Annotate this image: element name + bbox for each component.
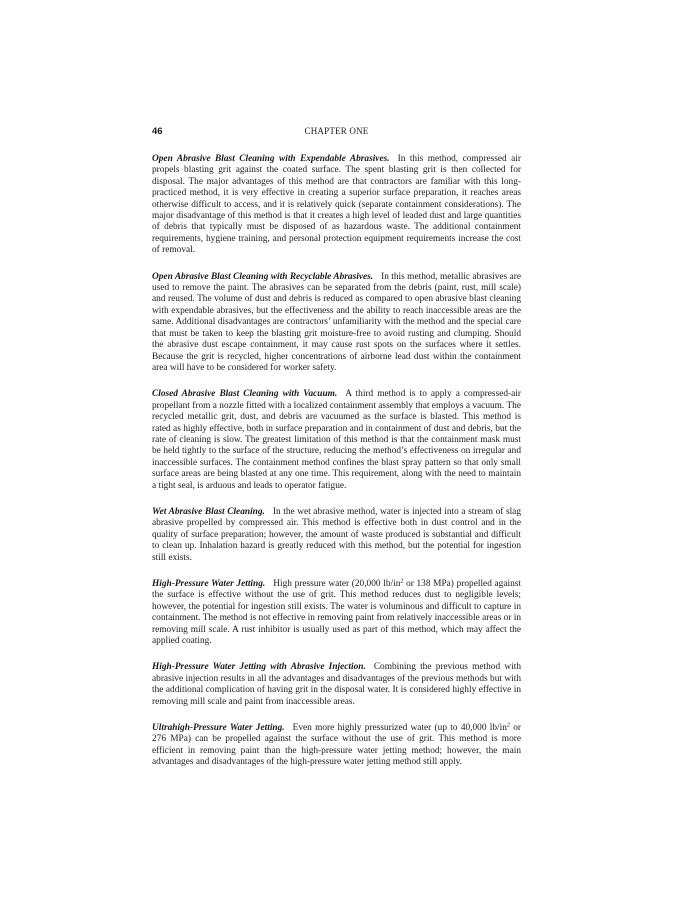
- section-heading: High-Pressure Water Jetting.: [152, 579, 266, 589]
- superscript: 2: [400, 578, 404, 585]
- section-body: A third method is to apply a compressed-air propellant from a nozzle fitted with a localized containment assembly that employs a vacuum. The recycled metallic grit, dust, and debris are vacuumed as the surface is blasted. This method is rated as highly effective, both in surface preparation and in containment of dust and debris, but the rate of cleaning is slow. The greatest limitation of this method is that the containment mask must be held tightly to the surface of the structure, reducing the method’s effectiveness on irregular and inaccessible surfaces. The containment method confines the blast spray pattern so that only small surface areas are being blasted at any one time. This requirement, along with the need to maintain a tight seal, is arduous and leads to operator fatigue.: [152, 389, 521, 491]
- section-body: or 138 MPa) propelled against the surface is effective without the use of grit. This method reduces dust to negligible levels; however, the potential for ingestion still exists. The water is voluminous and difficult to capture in containment. The method is not effective in removing paint from relatively inaccessible areas or in removing mill scale. A rust inhibitor is usually used as part of this method, which may affect the applied coating.: [152, 579, 521, 647]
- section-heading: Open Abrasive Blast Cleaning with Expendable Abrasives.: [152, 154, 390, 164]
- section-heading: Wet Abrasive Blast Cleaning.: [152, 506, 265, 517]
- section-body-lead: Even more highly pressurized water (up to 40,000 lb/in: [292, 723, 507, 734]
- section-body-lead: High pressure water (20,000 lb/in: [273, 579, 401, 589]
- section-ultrahigh-pressure-water: [152, 723, 521, 769]
- section-heading: Open Abrasive Blast Cleaning with Recyclable Abrasives.: [152, 271, 374, 282]
- section-open-abrasive-expendable: [152, 154, 521, 257]
- section-body: In this method, metallic abrasives are used to remove the paint. The abrasives can be separated from the debris (paint, rust, mill scale) and reused. The volume of dust and debris is reduced as compared to open abrasive blast cleaning with expendable abrasives, but the effectiveness and the ability to reach inaccessible areas are the same. Additional disadvantages are contractors’ unfamiliarity with the method and the special care that must be taken to keep the blasting grit moisture-free to avoid rusting and clumping. Should the abrasive dust escape containment, it may cause rust spots on the surfaces where it settles. Because the grit is recycled, higher concentrations of airborne lead dust within the containment area will have to be considered for worker safety.: [152, 271, 522, 373]
- section-heading: Closed Abrasive Blast Cleaning with Vacuum.: [152, 389, 338, 400]
- section-open-abrasive-recyclable: [152, 272, 521, 375]
- book-page: [152, 126, 521, 769]
- section-high-pressure-water: [152, 579, 521, 647]
- section-body: Combining the previous method with abrasive injection results in all the advantages and disadvantages of the previous methods but with the additional complication of having grit in the disposal water. It is considered highly effective in removing mill scale and paint from inaccessible areas.: [152, 662, 521, 707]
- section-body: or 276 MPa) can be propelled against the surface without the use of grit. This method is more efficient in removing paint than the high-pressure water jetting method; however, the main advantages and disadvantages of the high-pressure water jetting method still apply.: [152, 723, 521, 768]
- running-head: [152, 126, 521, 140]
- chapter-title: CHAPTER ONE: [304, 126, 369, 136]
- section-body: In this method, compressed air propels blasting grit against the coated surface. The spent blasting grit is then collected for disposal. The major advantages of this method are that contractors are familiar with this long-practiced method, it is very effective in creating a superior surface preparation, it reaches areas otherwise difficult to access, and it is relatively quick (separate containment considerations). The major disadvantage of this method is that it creates a high level of leaded dust and large quantities of debris that typically must be disposed of as hazardous waste. The additional containment requirements, hygiene training, and personal protection equipment requirements increase the cost of removal.: [152, 154, 521, 256]
- section-high-pressure-abrasive: [152, 662, 521, 708]
- section-heading: Ultrahigh-Pressure Water Jetting.: [152, 723, 285, 734]
- section-heading: High-Pressure Water Jetting with Abrasive Injection.: [152, 662, 366, 673]
- page-number: 46: [152, 126, 163, 137]
- section-body: In the wet abrasive method, water is injected into a stream of slag abrasive propelled by compressed air. This method is effective both in dust control and in the quality of surface preparation; however, the amount of waste produced is substantial and difficult to clean up. Inhalation hazard is greatly reduced with this method, but the potential for ingestion still exists.: [152, 506, 521, 563]
- section-closed-abrasive-vacuum: [152, 389, 521, 492]
- section-wet-abrasive: [152, 507, 521, 564]
- superscript: 2: [506, 722, 510, 729]
